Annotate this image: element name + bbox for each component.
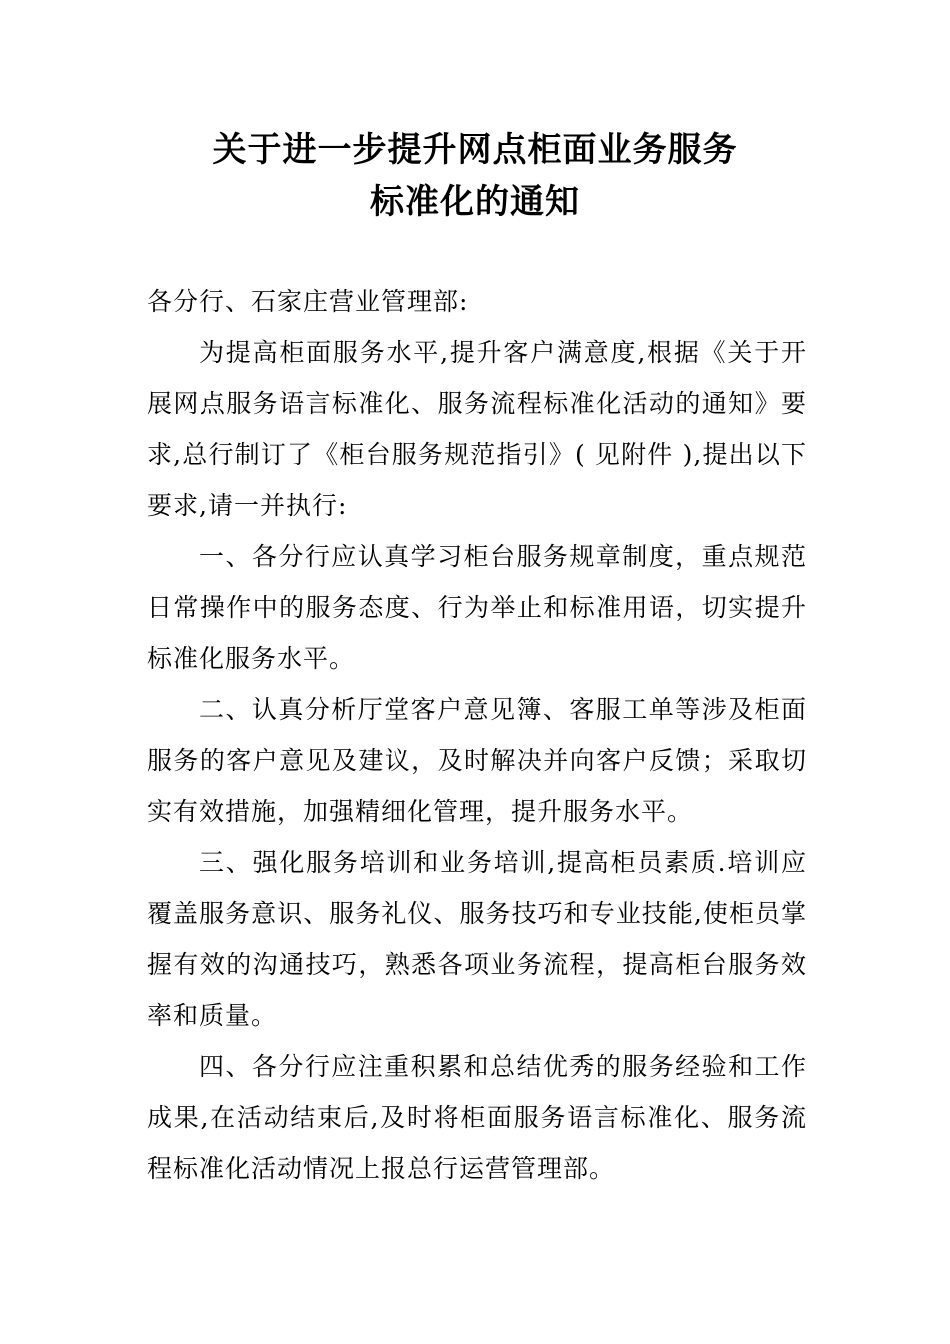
paragraph-intro: 为提高柜面服务水平,提升客户满意度,根据《关于开展网点服务语言标准化、服务流程标准化活动的通知》要求,总行制订了《柜台服务规范指引》( 见附件 ),提出以下要求,请一并执行: — [147, 338, 807, 520]
document-body — [147, 276, 807, 1194]
paragraph-item-2: 二、认真分析厅堂客户意见簿、客服工单等涉及柜面服务的客户意见及建议，及时解决并向客户反馈；采取切实有效措施，加强精细化管理，提升服务水平。 — [147, 695, 807, 826]
paragraph-item-3: 三、强化服务培训和业务培训,提高柜员素质.培训应覆盖服务意识、服务礼仪、服务技巧和专业技能,使柜员掌握有效的沟通技巧，熟悉各项业务流程，提高柜台服务效率和质量。 — [147, 848, 807, 1030]
document-title-line-1: 关于进一步提升网点柜面业务服务 — [212, 130, 738, 170]
paragraph-item-1: 一、各分行应认真学习柜台服务规章制度，重点规范日常操作中的服务态度、行为举止和标准用语，切实提升标准化服务水平。 — [147, 542, 807, 673]
paragraph-item-4: 四、各分行应注重积累和总结优秀的服务经验和工作成果,在活动结束后,及时将柜面服务语言标准化、服务流程标准化活动情况上报总行运营管理部。 — [147, 1052, 807, 1183]
document-title-line-2: 标准化的通知 — [370, 182, 580, 222]
salutation: 各分行、石家庄营业管理部: — [147, 287, 469, 316]
